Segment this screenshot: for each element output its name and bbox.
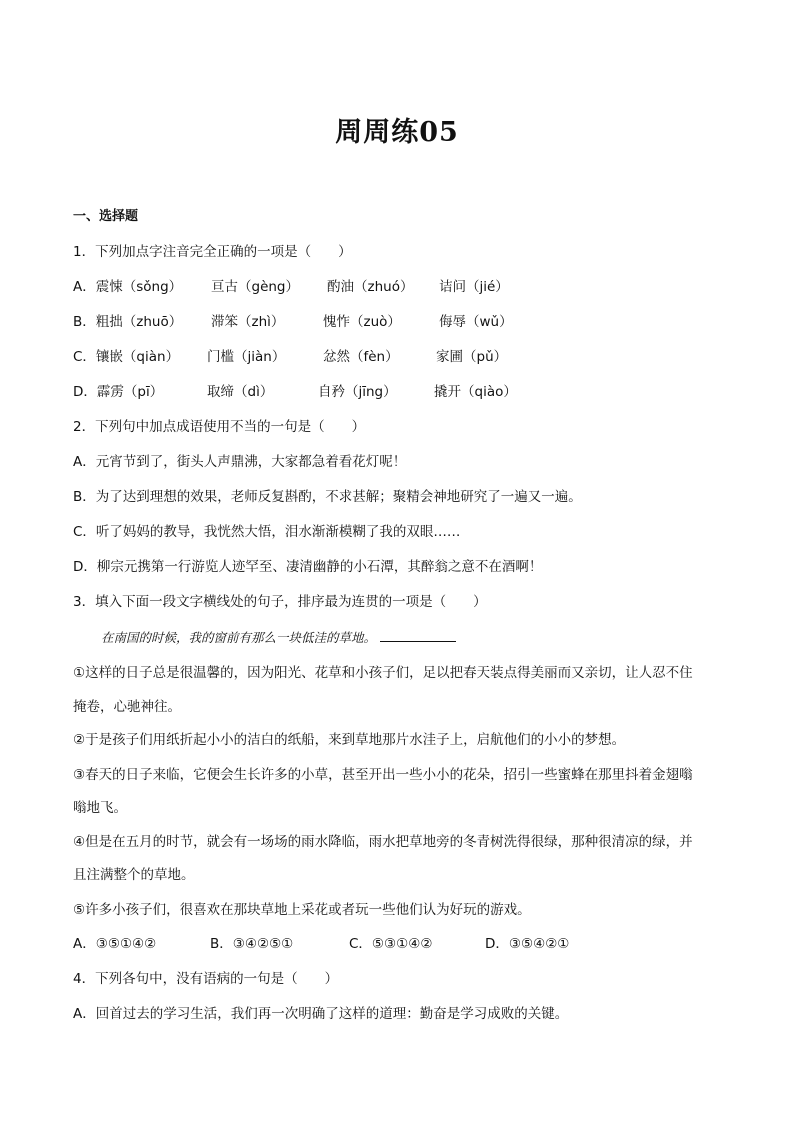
sentence-2: ②于是孩子们用纸折起小小的洁白的纸船，来到草地那片水洼子上，启航他们的小小的梦想。	[73, 732, 626, 748]
option-item: 家圃（pǔ）	[436, 349, 508, 365]
sentence-3-line-1: ③春天的日子来临，它便会生长许多的小草，甚至开出一些小小的花朵，招引一些蜜蜂在那里抖着金翅嗡	[73, 767, 693, 783]
option-item: 酌油（zhuó）	[327, 279, 414, 295]
option-item: 诘问（jié）	[439, 279, 509, 295]
option-item: 门槛（jiàn）	[207, 349, 286, 365]
answer-blank	[380, 629, 456, 642]
question-4-option-a: A．回首过去的学习生活，我们再一次明确了这样的道理：勤奋是学习成败的关键。	[73, 1006, 569, 1022]
option-item: 自矜（jīng）	[318, 384, 397, 400]
question-2-option-c: C．听了妈妈的教导，我恍然大悟，泪水渐渐模糊了我的双眼……	[73, 524, 461, 540]
page-title: 周周练05	[335, 117, 459, 148]
option-item: 取缔（dì）	[207, 384, 274, 400]
option-item: A．震悚（sǒng）	[73, 279, 183, 295]
question-4-stem: 4．下列各句中，没有语病的一句是（ ）	[73, 971, 339, 987]
option-item: 忿然（fèn）	[323, 349, 399, 365]
sentence-4-line-1: ④但是在五月的时节，就会有一场场的雨水降临，雨水把草地旁的冬青树洗得很绿，那种很清凉的绿，并	[73, 834, 693, 850]
option-c: C．⑤③①④②	[349, 936, 433, 952]
section-heading: 一、选择题	[73, 209, 139, 224]
passage-text: 在南国的时候，我的窗前有那么一块低洼的草地。	[101, 630, 377, 645]
sentence-4-line-2: 且注满整个的草地。	[73, 867, 195, 883]
option-item: C．镶嵌（qiàn）	[73, 349, 180, 365]
option-item: 侮辱（wǔ）	[439, 314, 513, 330]
sentence-1-line-1: ①这样的日子总是很温馨的，因为阳光、花草和小孩子们，足以把春天装点得美丽而又亲切，让人忍不住	[73, 665, 693, 681]
option-d: D．③⑤④②①	[485, 936, 570, 952]
option-item: 滞笨（zhì）	[211, 314, 285, 330]
option-item: 愧怍（zuò）	[323, 314, 401, 330]
option-item: 撬开（qiào）	[434, 384, 517, 400]
question-3-passage	[101, 629, 456, 647]
sentence-3-line-2: 嗡地飞。	[73, 800, 127, 816]
option-item: 亘古（gèng）	[211, 279, 300, 295]
question-1-stem: 1．下列加点字注音完全正确的一项是（ ）	[73, 244, 352, 260]
option-b: B．③④②⑤①	[210, 936, 294, 952]
option-item: D．霹雳（pī）	[73, 384, 164, 400]
question-2-option-b: B．为了达到理想的效果，老师反复斟酌，不求甚解；聚精会神地研究了一遍又一遍。	[73, 489, 582, 505]
option-item: B．粗拙（zhuō）	[73, 314, 183, 330]
question-2-option-d: D．柳宗元携第一行游览人迹罕至、凄清幽静的小石潭，其醉翁之意不在酒啊！	[73, 559, 543, 575]
question-3-stem: 3．填入下面一段文字横线处的句子，排序最为连贯的一项是（ ）	[73, 594, 487, 610]
question-2-stem: 2．下列句中加点成语使用不当的一句是（ ）	[73, 419, 366, 435]
sentence-1-line-2: 掩卷，心驰神往。	[73, 699, 181, 715]
option-a: A．③⑤①④②	[73, 936, 157, 952]
question-2-option-a: A．元宵节到了，街头人声鼎沸，大家都急着看花灯呢！	[73, 454, 407, 470]
sentence-5: ⑤许多小孩子们，很喜欢在那块草地上采花或者玩一些他们认为好玩的游戏。	[73, 902, 531, 918]
